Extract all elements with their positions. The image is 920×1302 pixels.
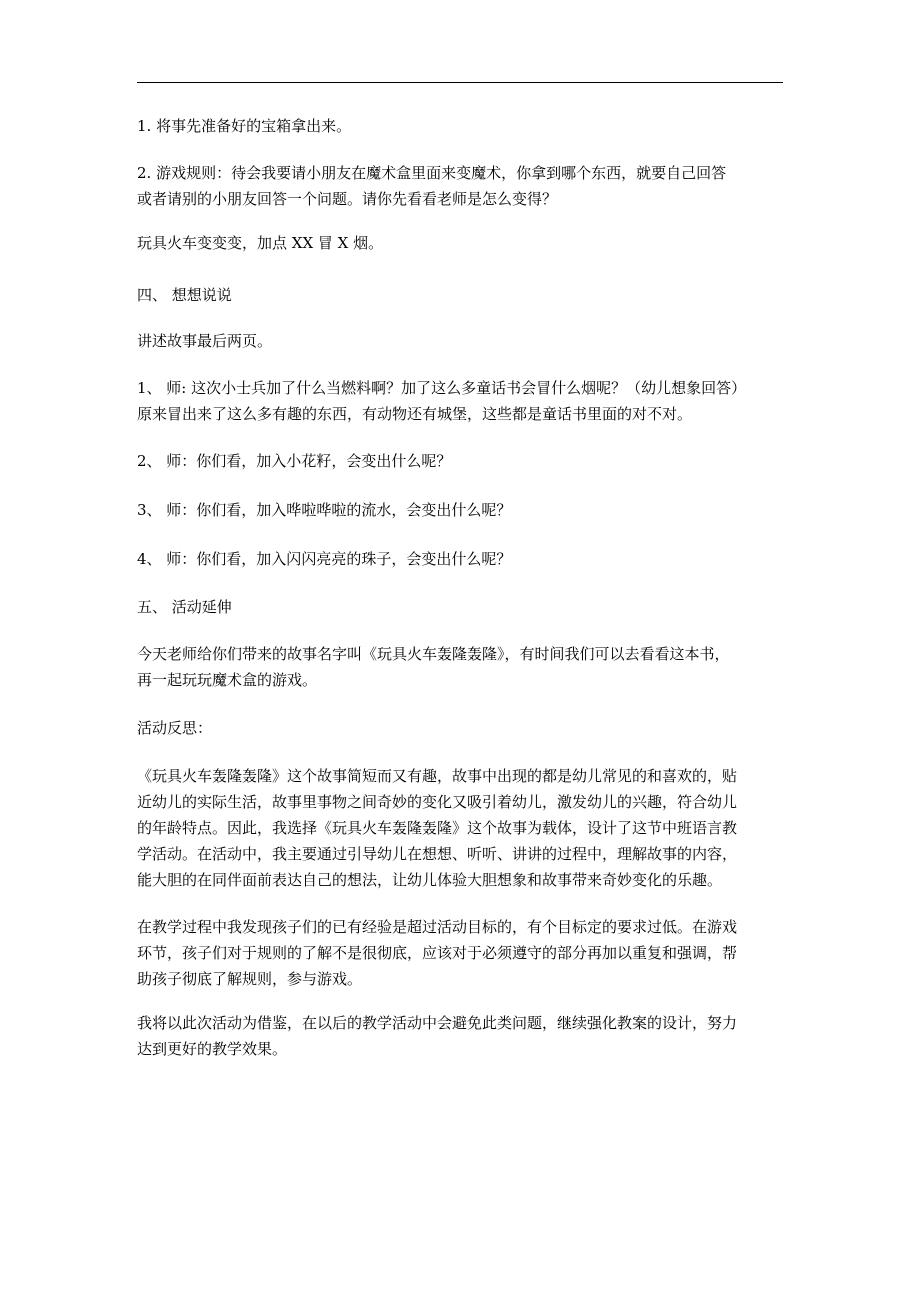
text-line: 讲述故事最后两页。 bbox=[137, 332, 273, 350]
section-heading-5 bbox=[137, 594, 787, 620]
paragraph-question-3 bbox=[137, 497, 787, 523]
paragraph-question-2 bbox=[137, 448, 787, 474]
section-heading-reflection bbox=[137, 715, 787, 741]
text-line: 4、 师：你们看，加入闪闪亮亮的珠子，会变出什么呢？ bbox=[137, 550, 512, 568]
paragraph-reflection-3 bbox=[137, 1010, 787, 1062]
text-line: 环节，孩子们对于规则的了解不是很彻底，应该对于必须遵守的部分再加以重复和强调，帮 bbox=[137, 944, 738, 962]
text-line: 玩具火车变变变，加点 XX 冒 X 烟。 bbox=[137, 234, 384, 252]
header-rule bbox=[137, 82, 783, 83]
paragraph-reflection-2 bbox=[137, 914, 787, 992]
text-line: 1. 将事先准备好的宝箱拿出来。 bbox=[137, 117, 352, 135]
paragraph-chant bbox=[137, 230, 787, 256]
text-line: 达到更好的教学效果。 bbox=[137, 1040, 288, 1058]
text-line: 近幼儿的实际生活，故事里事物之间奇妙的变化又吸引着幼儿，激发幼儿的兴趣，符合幼儿 bbox=[137, 793, 738, 811]
text-line: 四、 想想说说 bbox=[137, 286, 232, 304]
text-line: 1、 师: 这次小士兵加了什么当燃料啊？加了这么多童话书会冒什么烟呢？（幼儿想象回答） bbox=[137, 379, 747, 397]
paragraph-game-rules bbox=[137, 160, 787, 212]
text-line: 学活动。在活动中，我主要通过引导幼儿在想想、听听、讲讲的过程中，理解故事的内容， bbox=[137, 845, 738, 863]
text-line: 《玩具火车轰隆轰隆》这个故事简短而又有趣，故事中出现的都是幼儿常见的和喜欢的，贴 bbox=[137, 767, 738, 785]
text-line: 在教学过程中我发现孩子们的已有经验是超过活动目标的，有个目标定的要求过低。在游戏 bbox=[137, 918, 738, 936]
text-line: 助孩子彻底了解规则，参与游戏。 bbox=[137, 970, 363, 988]
text-line: 或者请别的小朋友回答一个问题。请你先看看老师是怎么变得？ bbox=[137, 190, 558, 208]
text-line: 的年龄特点。因此，我选择《玩具火车轰隆轰隆》这个故事为载体，设计了这节中班语言教 bbox=[137, 819, 738, 837]
text-line: 今天老师给你们带来的故事名字叫《玩具火车轰隆轰隆》，有时间我们可以去看看这本书， bbox=[137, 645, 730, 663]
text-line: 我将以此次活动为借鉴，在以后的教学活动中会避免此类问题，继续强化教案的设计，努力 bbox=[137, 1014, 738, 1032]
text-line: 原来冒出来了这么多有趣的东西，有动物还有城堡，这些都是童话书里面的对不对。 bbox=[137, 405, 693, 423]
text-line: 再一起玩玩魔术盒的游戏。 bbox=[137, 671, 318, 689]
text-line: 活动反思： bbox=[137, 719, 213, 737]
paragraph-question-1 bbox=[137, 375, 787, 427]
text-line: 3、 师：你们看，加入哗啦哗啦的流水，会变出什么呢？ bbox=[137, 501, 512, 519]
text-line: 2. 游戏规则：待会我要请小朋友在魔术盒里面来变魔术，你拿到哪个东西，就要自己回答 bbox=[137, 164, 727, 182]
paragraph-reflection-1 bbox=[137, 763, 787, 893]
paragraph-step-1 bbox=[137, 113, 787, 139]
paragraph-narrate bbox=[137, 328, 787, 354]
text-line: 2、 师：你们看，加入小花籽，会变出什么呢？ bbox=[137, 452, 452, 470]
text-line: 五、 活动延伸 bbox=[137, 598, 232, 616]
paragraph-question-4 bbox=[137, 546, 787, 572]
paragraph-extension bbox=[137, 641, 787, 693]
section-heading-4 bbox=[137, 282, 787, 308]
text-line: 能大胆的在同伴面前表达自己的想法，让幼儿体验大胆想象和故事带来奇妙变化的乐趣。 bbox=[137, 871, 723, 889]
